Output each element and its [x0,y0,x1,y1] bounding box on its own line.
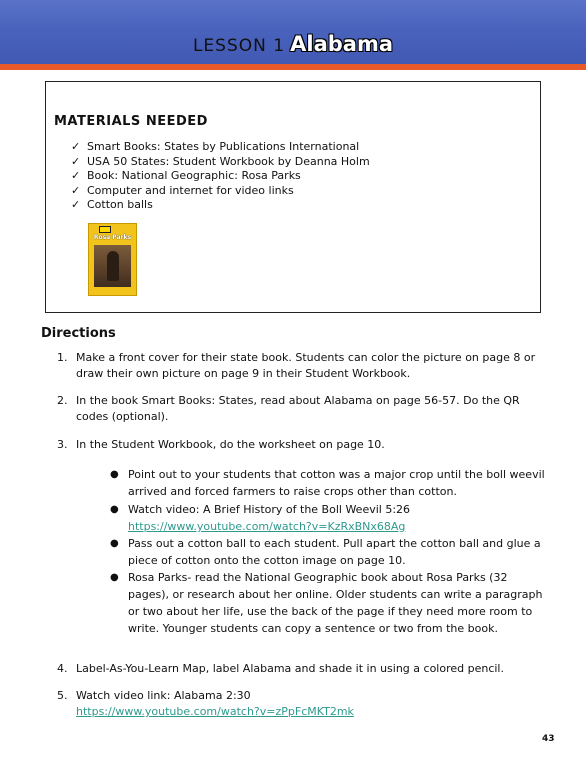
book-cover-photo [94,245,131,287]
nat-geo-logo-icon [99,226,111,233]
materials-item: ✓ USA 50 States: Student Workbook by Deanna Holm [71,154,370,168]
page-number: 43 [542,734,555,744]
alabama-video-link[interactable]: https://www.youtube.com/watch?v=zPpFcMKT2mk [76,705,354,718]
bullet-icon: ● [110,572,119,583]
bullet-icon: ● [110,538,119,549]
portrait-figure [107,251,119,281]
boll-weevil-video-link[interactable]: https://www.youtube.com/watch?v=KzRxBNx68Ag [128,520,406,533]
bullet-text: Watch video: A Brief History of the Boll Weevil 5:26 [128,503,411,516]
step-text: In the book Smart Books: States, read about Alabama on page 56-57. Do the QR codes (optional). [76,394,520,423]
step-text: Watch video link: Alabama 2:30 [76,689,251,702]
checkmark-icon: ✓ [71,169,81,182]
step-text: Label-As-You-Learn Map, label Alabama and shade it in using a colored pencil. [76,662,504,675]
materials-item: ✓ Book: National Geographic: Rosa Parks [71,169,301,182]
bullet-icon: ● [110,469,119,480]
checkmark-icon: ✓ [71,154,81,168]
checkmark-icon: ✓ [71,183,81,197]
checkmark-icon: ✓ [71,198,81,211]
step-text: In the Student Workbook, do the worksheet on page 10. [76,438,385,451]
lesson-state-name: Alabama [290,32,394,56]
book-cover-title: Rosa Parks [93,234,132,241]
step-number: 3. [57,438,68,451]
materials-heading: MATERIALS NEEDED [54,114,208,129]
materials-item: ✓ Smart Books: States by Publications International [71,140,360,153]
rosa-parks-book-cover [88,223,137,296]
materials-item: ✓ Computer and internet for video links [71,183,294,197]
step-number: 4. [57,662,68,675]
lesson-header [0,0,586,70]
directions-heading: Directions [41,326,116,341]
materials-item: ✓ Cotton balls [71,198,153,211]
step-number: 2. [57,394,68,407]
step-text: Make a front cover for their state book. Students can color the picture on page 8 or draw their own picture on page 9 in their Student Workbook. [76,351,536,380]
checkmark-icon: ✓ [71,140,81,153]
materials-list [71,140,370,213]
lesson-label: LESSON 1 [192,36,286,56]
step-number: 5. [57,689,68,702]
bullet-icon: ● [110,504,119,515]
header-stripe [0,64,586,70]
materials-box [45,81,541,313]
lesson-title [0,32,586,56]
step-number: 1. [57,351,68,364]
